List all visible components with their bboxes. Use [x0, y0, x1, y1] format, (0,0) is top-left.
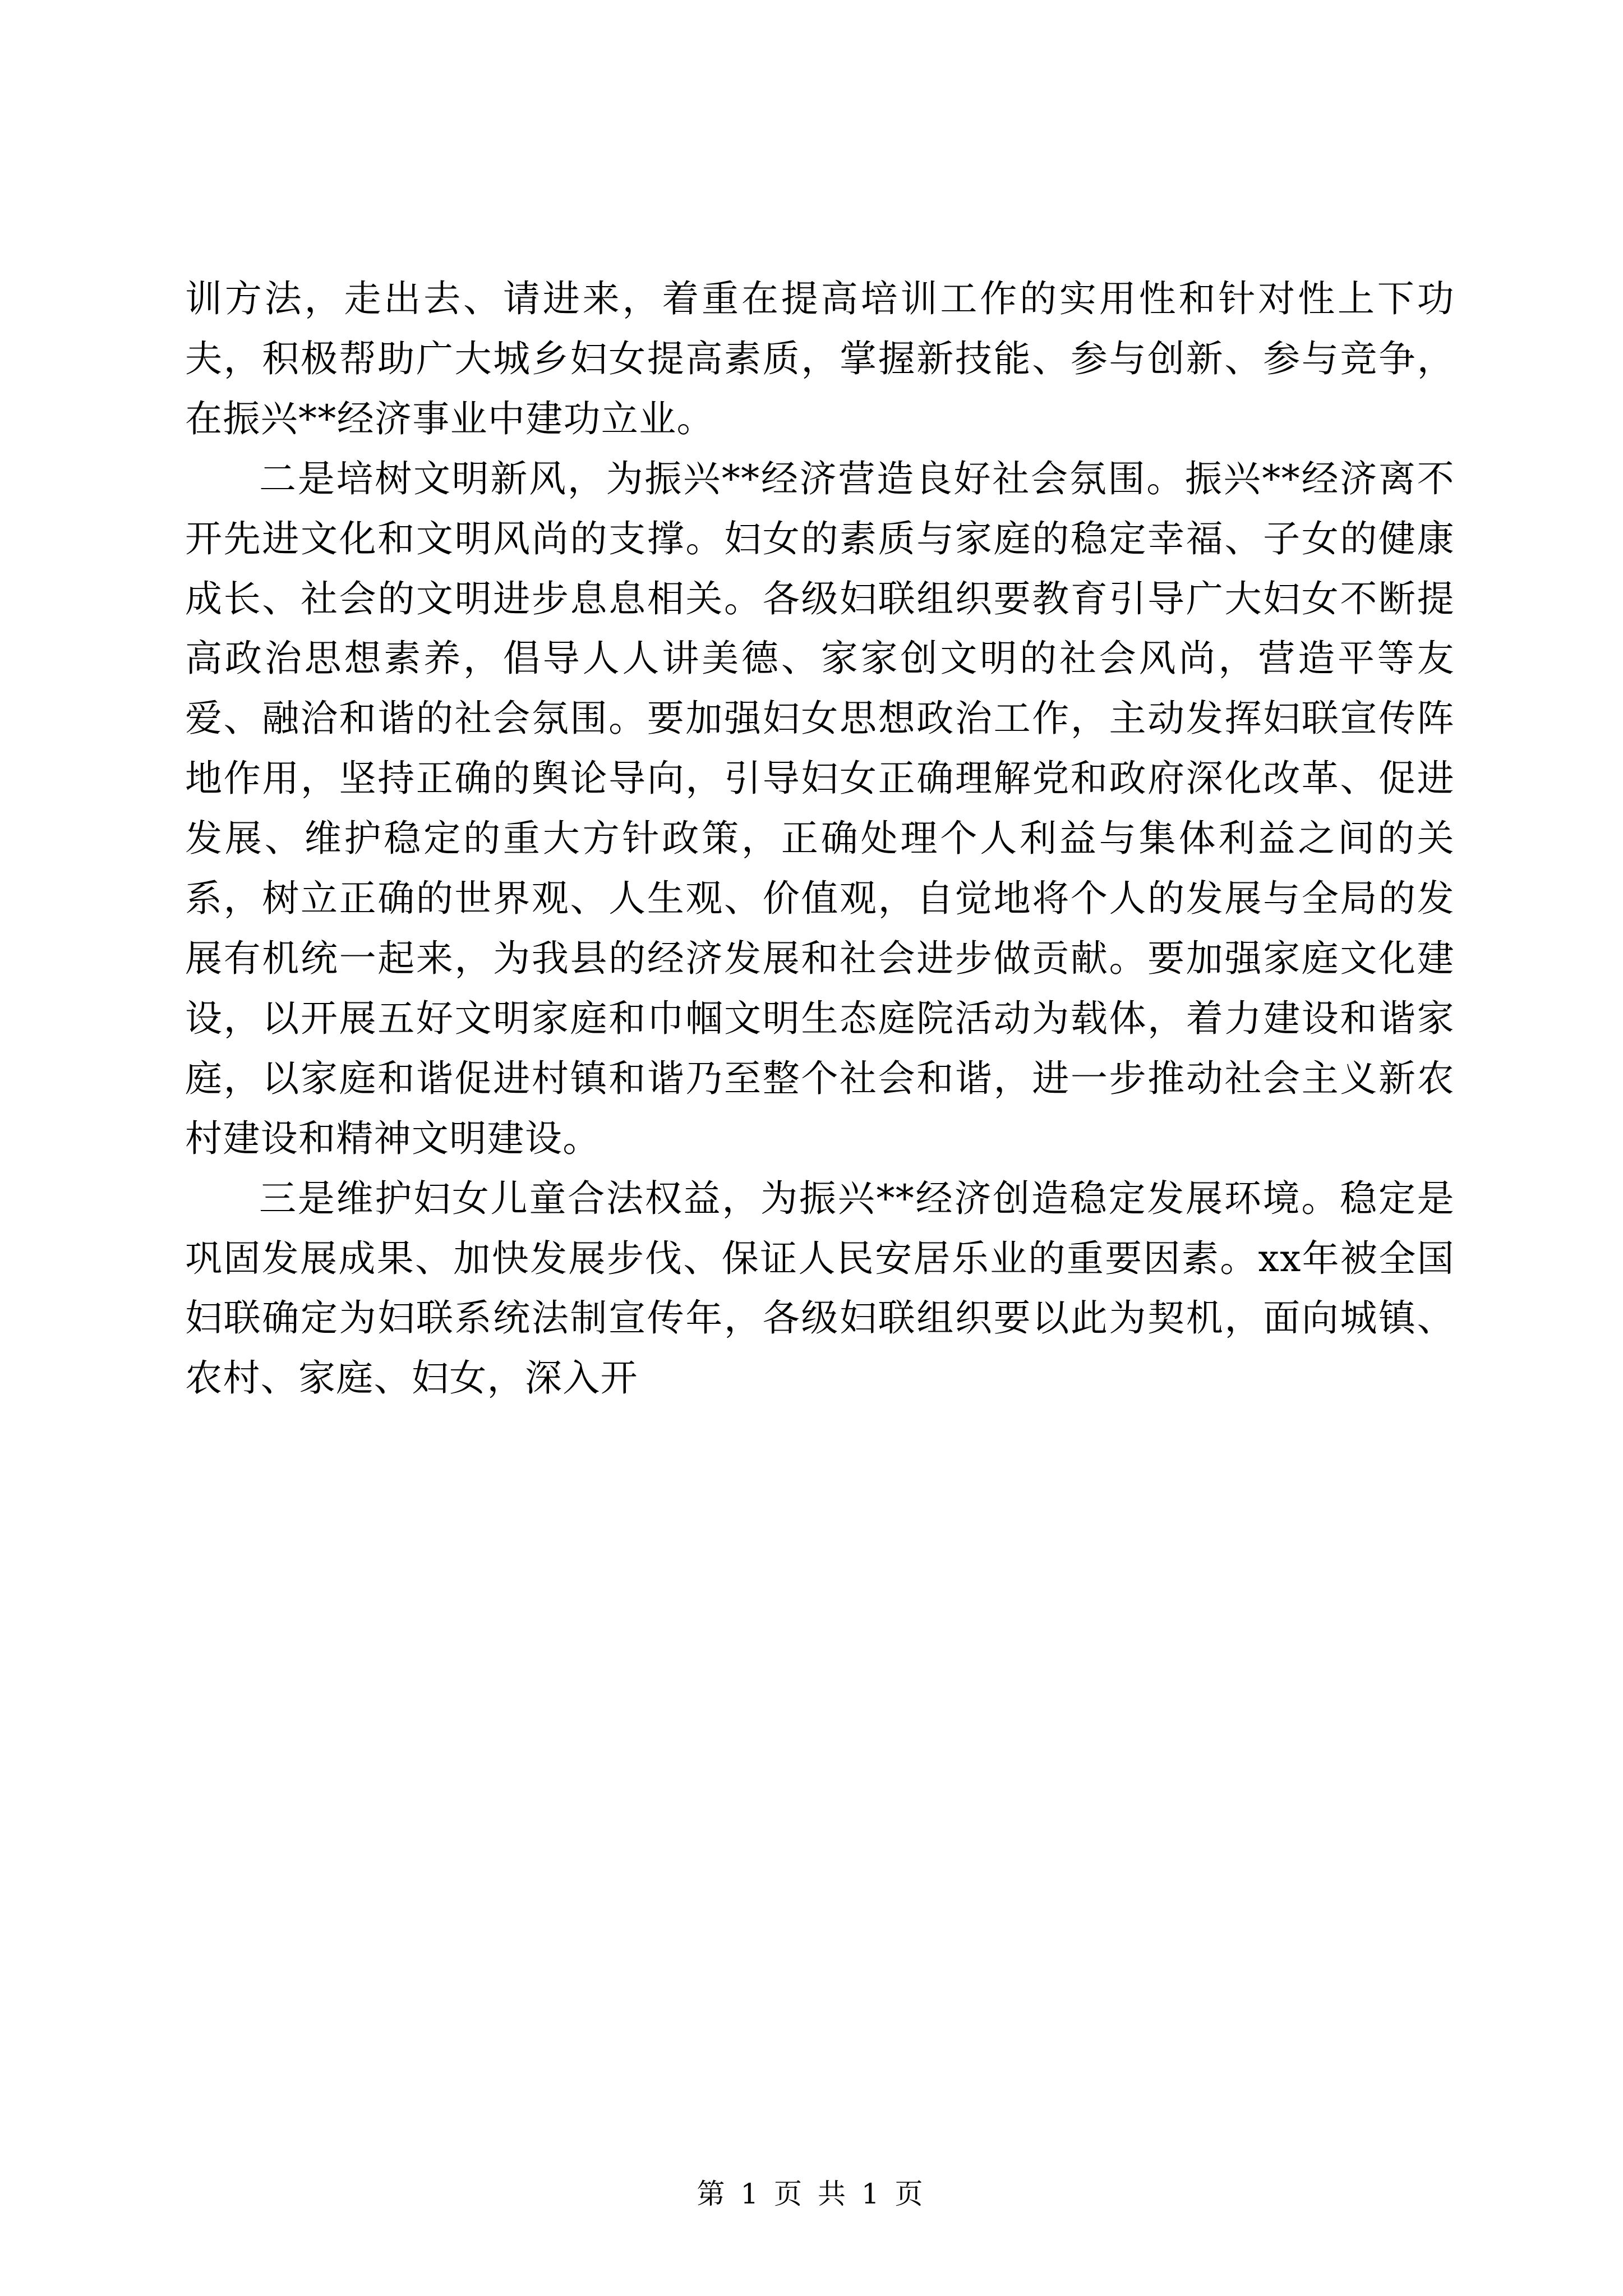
- paragraph-2: 二是培树文明新风，为振兴**经济营造良好社会氛围。振兴**经济离不开先进文化和文明风尚的支撑。妇女的素质与家庭的稳定幸福、子女的健康成长、社会的文明进步息息相关。各级妇联组织要教育引导广大妇女不断提高政治思想素养，倡导人人讲美德、家家创文明的社会风尚，营造平等友爱、融洽和谐的社会氛围。要加强妇女思想政治工作，主动发挥妇联宣传阵地作用，坚持正确的舆论导向，引导妇女正确理解党和政府深化改革、促进发展、维护稳定的重大方针政策，正确处理个人利益与集体利益之间的关系，树立正确的世界观、人生观、价值观，自觉地将个人的发展与全局的发展有机统一起来，为我县的经济发展和社会进步做贡献。要加强家庭文化建设，以开展五好文明家庭和巾帼文明生态庭院活动为载体，着力建设和谐家庭，以家庭和谐促进村镇和谐乃至整个社会和谐，进一步推动社会主义新农村建设和精神文明建设。: [185, 457, 1455, 1160]
- page-footer: 第 1 页 共 1 页: [697, 2178, 926, 2210]
- paragraph-3: 三是维护妇女儿童合法权益，为振兴**经济创造稳定发展环境。稳定是巩固发展成果、加快发展步伐、保证人民安居乐业的重要因素。xx年被全国妇联确定为妇联系统法制宣传年，各级妇联组织要以此为契机，面向城镇、农村、家庭、妇女，深入开: [185, 1176, 1455, 1400]
- paragraph-1: 训方法，走出去、请进来，着重在提高培训工作的实用性和针对性上下功夫，积极帮助广大城乡妇女提高素质，掌握新技能、参与创新、参与竞争，在振兴**经济事业中建功立业。: [185, 277, 1455, 440]
- document-body: [185, 269, 1455, 1409]
